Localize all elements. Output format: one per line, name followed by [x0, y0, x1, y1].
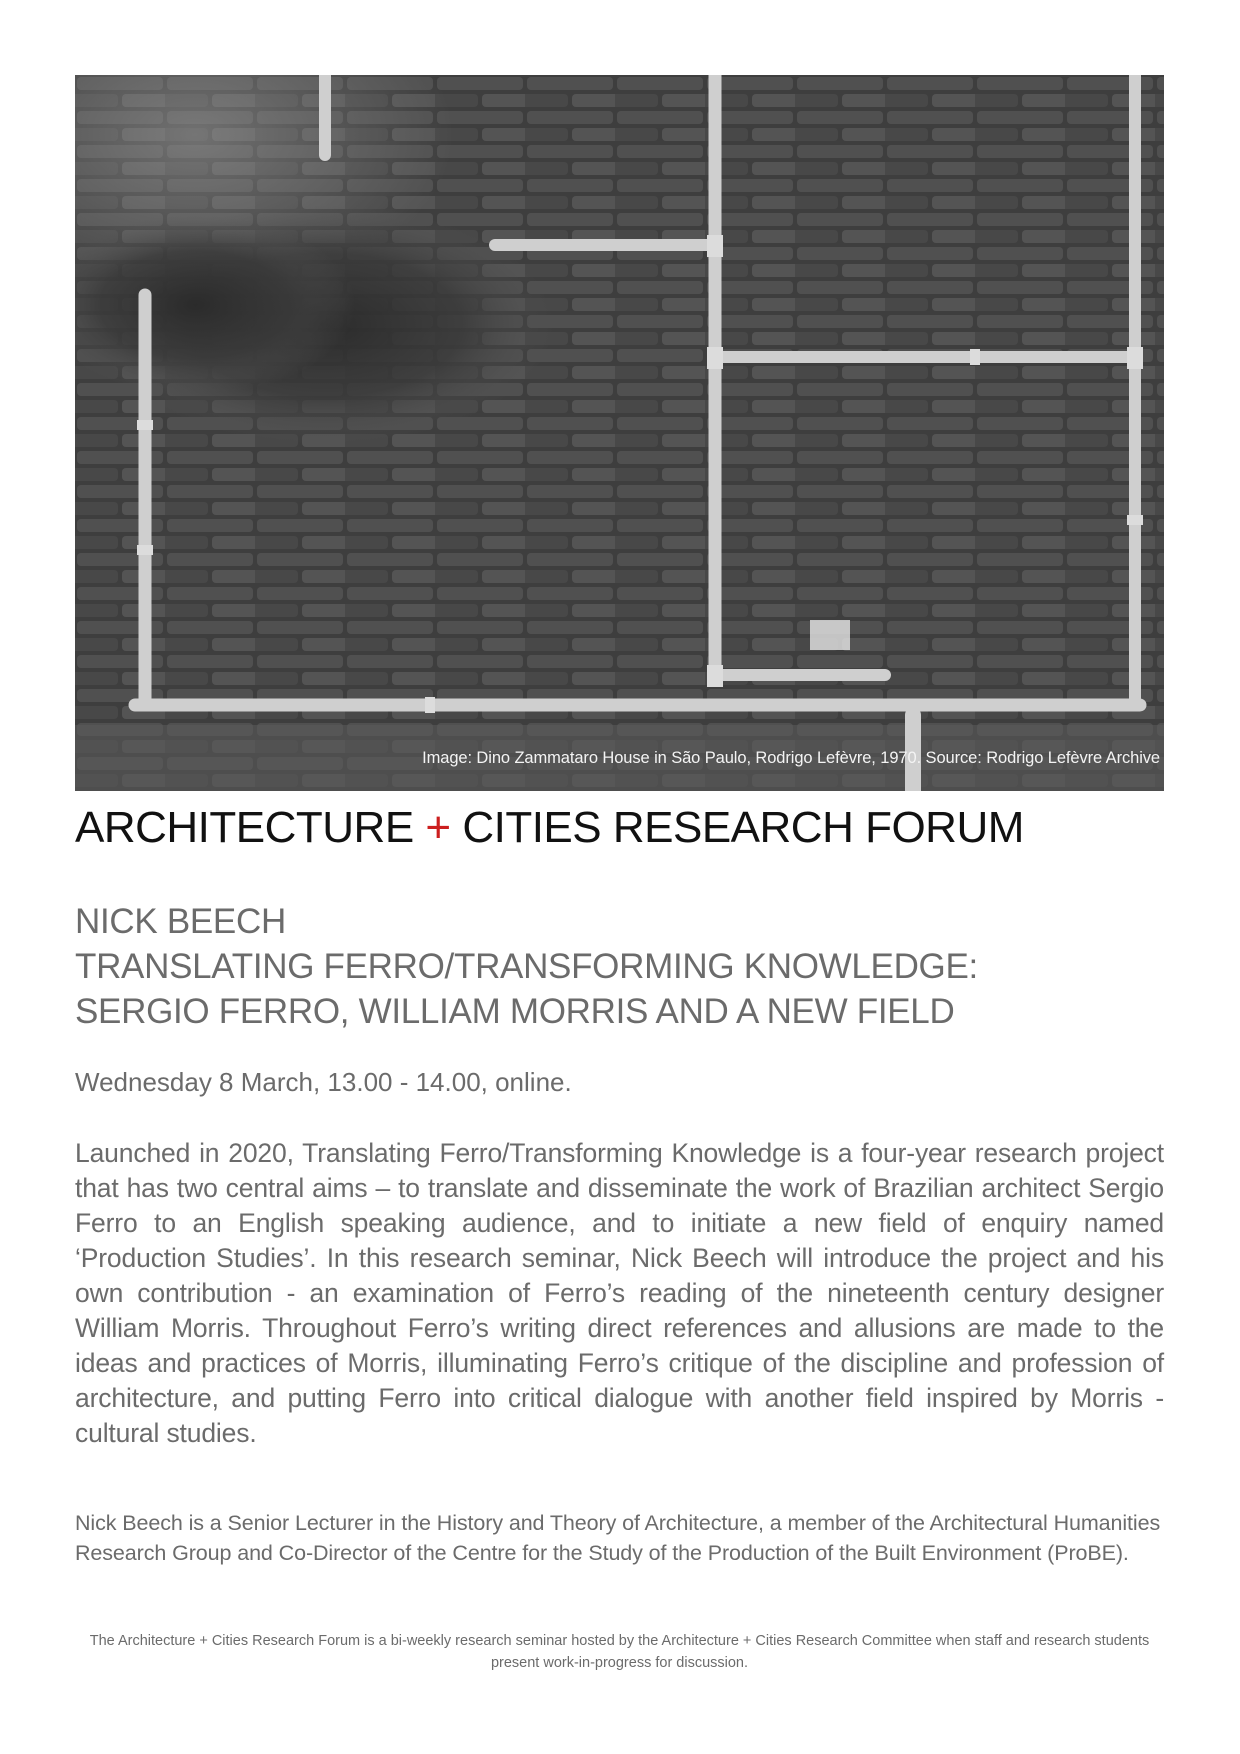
forum-title: [75, 803, 1024, 853]
talk-title-line2: SERGIO FERRO, WILLIAM MORRIS AND A NEW FIELD: [75, 992, 955, 1031]
event-datetime: Wednesday 8 March, 13.00 - 14.00, online.: [75, 1067, 572, 1097]
photo-illustration: [75, 75, 1164, 791]
forum-footer-note: The Architecture + Cities Research Forum is a bi-weekly research seminar hosted by the Architecture + Cities Research Committee when staff and research students present work-in-progress for discussion.: [89, 1633, 1150, 1671]
plus-sign: +: [425, 803, 451, 852]
forum-title-part1: ARCHITECTURE: [75, 803, 426, 852]
forum-title-part2: CITIES RESEARCH FORUM: [450, 803, 1024, 852]
talk-title-line1: TRANSLATING FERRO/TRANSFORMING KNOWLEDGE:: [75, 947, 978, 986]
talk-abstract: Launched in 2020, Translating Ferro/Transforming Knowledge is a four-year research project that has two central aims – to translate and disseminate the work of Brazilian architect Sergio Ferro to an English speaking audience, and to initiate a new field of enquiry named ‘Production Studies’. In this research seminar, Nick Beech will introduce the project and his own contribution - an examination of Ferro’s reading of the nineteenth century designer William Morris. Throughout Ferro’s writing direct references and allusions are made to the ideas and practices of Morris, illuminating Ferro’s critique of the discipline and profession of architecture, and putting Ferro into critical dialogue with another field inspired by Morris - cultural studies.: [75, 1138, 1164, 1448]
talk-heading: [75, 899, 978, 1034]
brick-wall-pipes-photo: [75, 75, 1164, 791]
image-caption: Image: Dino Zammataro House in São Paulo, Rodrigo Lefèvre, 1970. Source: Rodrigo Lefèvre Archive: [422, 749, 1160, 767]
speaker-bio: Nick Beech is a Senior Lecturer in the History and Theory of Architecture, a member of the Architectural Humanities Research Group and Co-Director of the Centre for the Study of the Production of the Built Environment (ProBE).: [75, 1511, 1161, 1565]
speaker-name: NICK BEECH: [75, 902, 286, 941]
